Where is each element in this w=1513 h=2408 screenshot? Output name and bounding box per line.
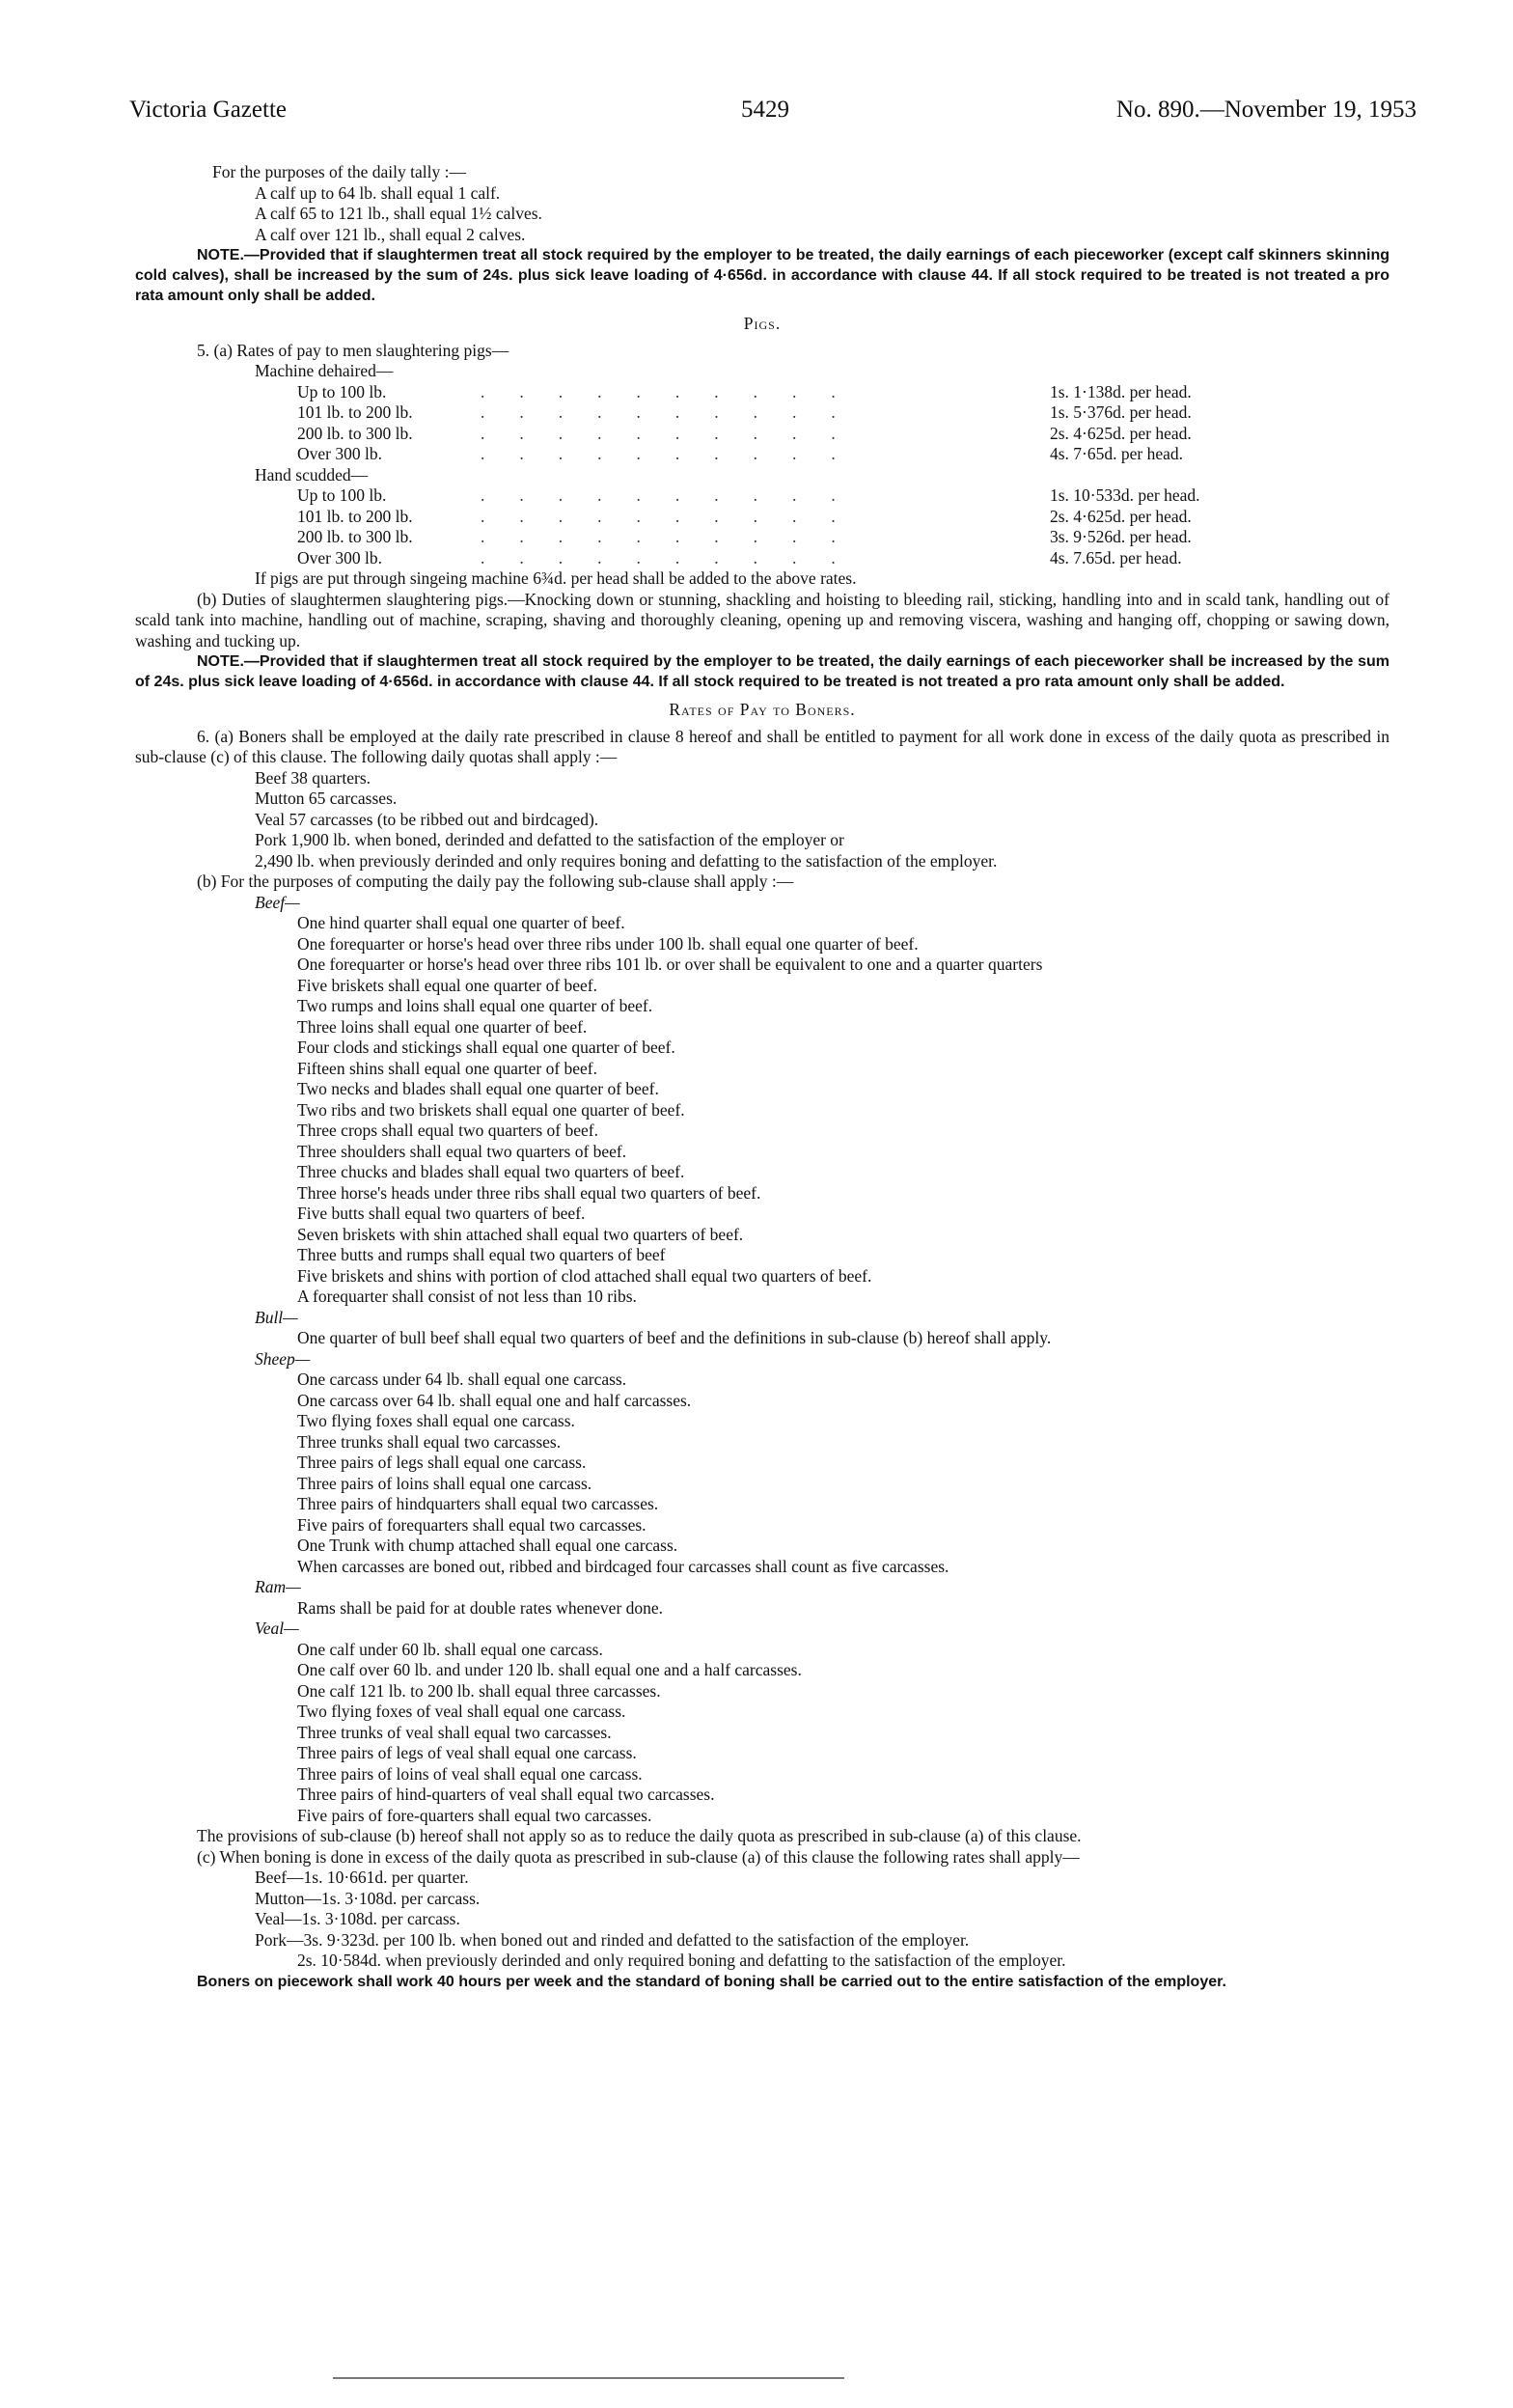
pigs-clause-a: 5. (a) Rates of pay to men slaughtering pigs— <box>197 340 509 360</box>
tally-item: A calf 65 to 121 lb., shall equal 1½ calves. <box>255 204 542 223</box>
beef-heading: Beef— <box>255 892 300 912</box>
excess-rate: Pork—3s. 9·323d. per 100 lb. when boned out and rinded and defatted to the satisfaction of the employer. <box>255 1929 970 1950</box>
issue-date: No. 890.—November 19, 1953 <box>1115 97 1417 123</box>
rate-value: 3s. 9·526d. per head. <box>1050 527 1192 546</box>
sheep-item: One carcass under 64 lb. shall equal one carcass. <box>297 1370 627 1389</box>
veal-item: Five pairs of fore-quarters shall equal two carcasses. <box>297 1805 652 1825</box>
veal-heading: Veal— <box>255 1619 299 1638</box>
beef-item: Five butts shall equal two quarters of beef. <box>297 1204 586 1223</box>
rate-row: 101 lb. to 200 lb. .......... 1s. 5·376d. per head. <box>297 402 1192 422</box>
rate-value: 4s. 7.65d. per head. <box>1050 547 1182 567</box>
veal-item: Two flying foxes of veal shall equal one carcass. <box>297 1702 626 1721</box>
excess-rate: Mutton—1s. 3·108d. per carcass. <box>255 1888 481 1908</box>
beef-item: Three shoulders shall equal two quarters of beef. <box>297 1141 627 1161</box>
sheep-item: Two flying foxes shall equal one carcass. <box>297 1411 575 1430</box>
rate-row: Over 300 lb. .......... 4s. 7.65d. per head. <box>297 547 1182 567</box>
provisions-text: The provisions of sub-clause (b) hereof shall not apply so as to reduce the daily quota as prescribed in sub-clause (a) of this clause. <box>197 1826 1082 1845</box>
boners-clause-a: 6. (a) Boners shall be employed at the daily rate prescribed in clause 8 hereof and shall be entitled to payment for all work done in excess of the daily quota as prescribed in sub-clause (c) of this clause. The following daily quotas shall apply :— <box>135 726 1389 766</box>
rate-label: Up to 100 lb. <box>297 381 387 401</box>
excess-rate: Beef—1s. 10·661d. per quarter. <box>255 1868 469 1887</box>
beef-item: Four clods and stickings shall equal one quarter of beef. <box>297 1038 675 1057</box>
rate-value: 2s. 4·625d. per head. <box>1050 423 1192 443</box>
rate-label: Up to 100 lb. <box>297 485 387 505</box>
beef-item: One forequarter or horse's head over three ribs under 100 lb. shall equal one quarter of beef. <box>297 933 919 954</box>
beef-item: Two rumps and loins shall equal one quarter of beef. <box>297 996 653 1015</box>
beef-item: One forequarter or horse's head over three ribs 101 lb. or over shall be equivalent to one and a quarter quarters <box>297 955 1043 974</box>
quota-item: 2,490 lb. when previously derinded and only requires boning and defatting to the satisfaction of the employer. <box>255 850 998 871</box>
rate-row: Over 300 lb. .......... 4s. 7·65d. per head. <box>297 444 1184 463</box>
sheep-item: When carcasses are boned out, ribbed and birdcaged four carcasses shall count as five carcasses. <box>297 1556 949 1576</box>
beef-item: Three loins shall equal one quarter of beef. <box>297 1016 588 1037</box>
beef-item: Seven briskets with shin attached shall equal two quarters of beef. <box>297 1224 744 1244</box>
beef-item: Two necks and blades shall equal one quarter of beef. <box>297 1079 659 1098</box>
pigs-heading: Pigs. <box>743 314 782 333</box>
machine-rates-table <box>135 382 1389 465</box>
pigs-clause-b: (b) Duties of slaughtermen slaughtering pigs.—Knocking down or stunning, shackling and hoisting to bleeding rail, sticking, handling into and in scald tank, handling out of scald tank into machine, handling out of machine, scraping, shaving and thoroughly cleaning, opening up and removing viscera, washing and hanging off, chopping or sawing down, washing and tucking up. <box>135 589 1389 650</box>
quota-item: Pork 1,900 lb. when boned, derinded and defatted to the satisfaction of the employer or <box>255 830 844 849</box>
veal-list <box>135 1640 1389 1827</box>
page-number: 5429 <box>741 97 789 123</box>
veal-item: One calf 121 lb. to 200 lb. shall equal three carcasses. <box>297 1680 661 1701</box>
footer-rule <box>333 2377 844 2379</box>
rate-value: 1s. 5·376d. per head. <box>1050 402 1192 422</box>
hand-rates-table <box>135 485 1389 568</box>
rate-value: 1s. 1·138d. per head. <box>1050 381 1192 401</box>
excess-rates-list <box>135 1868 1389 1972</box>
beef-item: Five briskets and shins with portion of clod attached shall equal two quarters of beef. <box>297 1265 872 1286</box>
veal-item: Three trunks of veal shall equal two carcasses. <box>297 1722 612 1742</box>
boners-final-note: Boners on piecework shall work 40 hours per week and the standard of boning shall be carried out to the entire satisfaction of the employer. <box>197 1973 1226 1990</box>
beef-item: One hind quarter shall equal one quarter of beef. <box>297 913 625 932</box>
excess-rate: 2s. 10·584d. when previously derinded and only required boning and defatting to the satisfaction of the employer. <box>297 1951 1066 1970</box>
rate-row: 101 lb. to 200 lb. .......... 2s. 4·625d. per head. <box>297 506 1192 526</box>
rate-label: Over 300 lb. <box>297 444 382 463</box>
beef-item: Three horse's heads under three ribs shall equal two quarters of beef. <box>297 1182 761 1203</box>
sheep-item: Three pairs of loins shall equal one carcass. <box>297 1473 592 1493</box>
rate-label: Over 300 lb. <box>297 547 382 567</box>
tally-item: A calf up to 64 lb. shall equal 1 calf. <box>255 182 501 203</box>
boners-clause-b: (b) For the purposes of computing the daily pay the following sub-clause shall apply :— <box>197 872 794 891</box>
ram-heading: Ram— <box>255 1577 301 1596</box>
beef-item: Five briskets shall equal one quarter of beef. <box>297 975 598 995</box>
beef-item: Fifteen shins shall equal one quarter of beef. <box>297 1058 598 1078</box>
sheep-item: Three pairs of legs shall equal one carcass. <box>297 1453 587 1472</box>
bull-text: One quarter of bull beef shall equal two quarters of beef and the definitions in sub-clause (b) hereof shall apply. <box>297 1328 1052 1347</box>
veal-item: Three pairs of hind-quarters of veal shall equal two carcasses. <box>297 1785 715 1804</box>
quota-item: Beef 38 quarters. <box>255 767 371 788</box>
quota-item: Veal 57 carcasses (to be ribbed out and birdcaged). <box>255 809 599 829</box>
sheep-item: Three trunks shall equal two carcasses. <box>297 1431 562 1452</box>
rate-label: 200 lb. to 300 lb. <box>297 527 413 546</box>
sheep-item: One Trunk with chump attached shall equal one carcass. <box>297 1536 678 1555</box>
rate-row: Up to 100 lb. .......... 1s. 1·138d. per head. <box>297 381 1192 401</box>
veal-item: One calf over 60 lb. and under 120 lb. shall equal one and a half carcasses. <box>297 1660 802 1679</box>
sheep-heading: Sheep— <box>255 1348 311 1369</box>
slaughtermen-note: NOTE.—Provided that if slaughtermen treat all stock required by the employer to be treated, the daily earnings of each pieceworker (except calf skinners skinning cold calves), shall be increased by the sum of 24s. plus sick leave loading of 4·656d. in accordance with clause 44. If all stock required to be treated is not treated a pro rata amount only shall be added. <box>135 247 1389 304</box>
sheep-item: One carcass over 64 lb. shall equal one and half carcasses. <box>297 1390 692 1410</box>
boners-clause-c: (c) When boning is done in excess of the daily quota as prescribed in sub-clause (a) of this clause the following rates shall apply— <box>197 1846 1080 1867</box>
tally-intro: For the purposes of the daily tally :— <box>212 162 466 181</box>
rate-label: 101 lb. to 200 lb. <box>297 402 413 422</box>
machine-dehaired-heading: Machine dehaired— <box>255 361 394 380</box>
rate-label: 101 lb. to 200 lb. <box>297 506 413 526</box>
beef-item: Three butts and rumps shall equal two quarters of beef <box>297 1245 666 1264</box>
hand-scudded-heading: Hand scudded— <box>255 464 369 484</box>
sheep-item: Three pairs of hindquarters shall equal two carcasses. <box>297 1494 659 1513</box>
excess-rate: Veal—1s. 3·108d. per carcass. <box>255 1909 460 1928</box>
beef-item: Three chucks and blades shall equal two quarters of beef. <box>297 1162 685 1181</box>
veal-item: Three pairs of legs of veal shall equal one carcass. <box>297 1743 637 1762</box>
ram-text: Rams shall be paid for at double rates whenever done. <box>297 1597 664 1618</box>
rate-value: 2s. 4·625d. per head. <box>1050 506 1192 526</box>
document-body <box>135 162 1389 1992</box>
veal-item: Three pairs of loins of veal shall equal one carcass. <box>297 1763 643 1784</box>
bull-heading: Bull— <box>255 1307 298 1327</box>
rate-value: 1s. 10·533d. per head. <box>1050 485 1200 505</box>
rate-label: 200 lb. to 300 lb. <box>297 423 413 443</box>
beef-item: Two ribs and two briskets shall equal one quarter of beef. <box>297 1099 685 1120</box>
rate-row: 200 lb. to 300 lb. .......... 3s. 9·526d. per head. <box>297 527 1192 546</box>
veal-item: One calf under 60 lb. shall equal one carcass. <box>297 1639 603 1659</box>
beef-list <box>135 913 1389 1308</box>
quota-item: Mutton 65 carcasses. <box>255 789 398 808</box>
tally-item: A calf over 121 lb., shall equal 2 calves. <box>255 224 526 244</box>
pigs-note: NOTE.—Provided that if slaughtermen treat all stock required by the employer to be treated, the daily earnings of each pieceworker shall be increased by the sum of 24s. plus sick leave loading of 4·656d. in accordance with clause 44. If all stock required to be treated is not treated a pro rata amount only shall be added. <box>135 653 1389 690</box>
singeing-note: If pigs are put through singeing machine 6¾d. per head shall be added to the above rates. <box>255 568 857 588</box>
sheep-list <box>135 1370 1389 1577</box>
beef-item: A forequarter shall consist of not less than 10 ribs. <box>297 1287 637 1306</box>
rate-row: Up to 100 lb. .......... 1s. 10·533d. per head. <box>297 485 1200 505</box>
beef-item: Three crops shall equal two quarters of beef. <box>297 1121 598 1140</box>
publication-title: Victoria Gazette <box>129 97 287 123</box>
sheep-item: Five pairs of forequarters shall equal two carcasses. <box>297 1514 646 1535</box>
rate-row: 200 lb. to 300 lb. .......... 2s. 4·625d. per head. <box>297 423 1192 443</box>
rate-value: 4s. 7·65d. per head. <box>1050 444 1184 463</box>
boners-heading: Rates of Pay to Boners. <box>669 700 856 719</box>
